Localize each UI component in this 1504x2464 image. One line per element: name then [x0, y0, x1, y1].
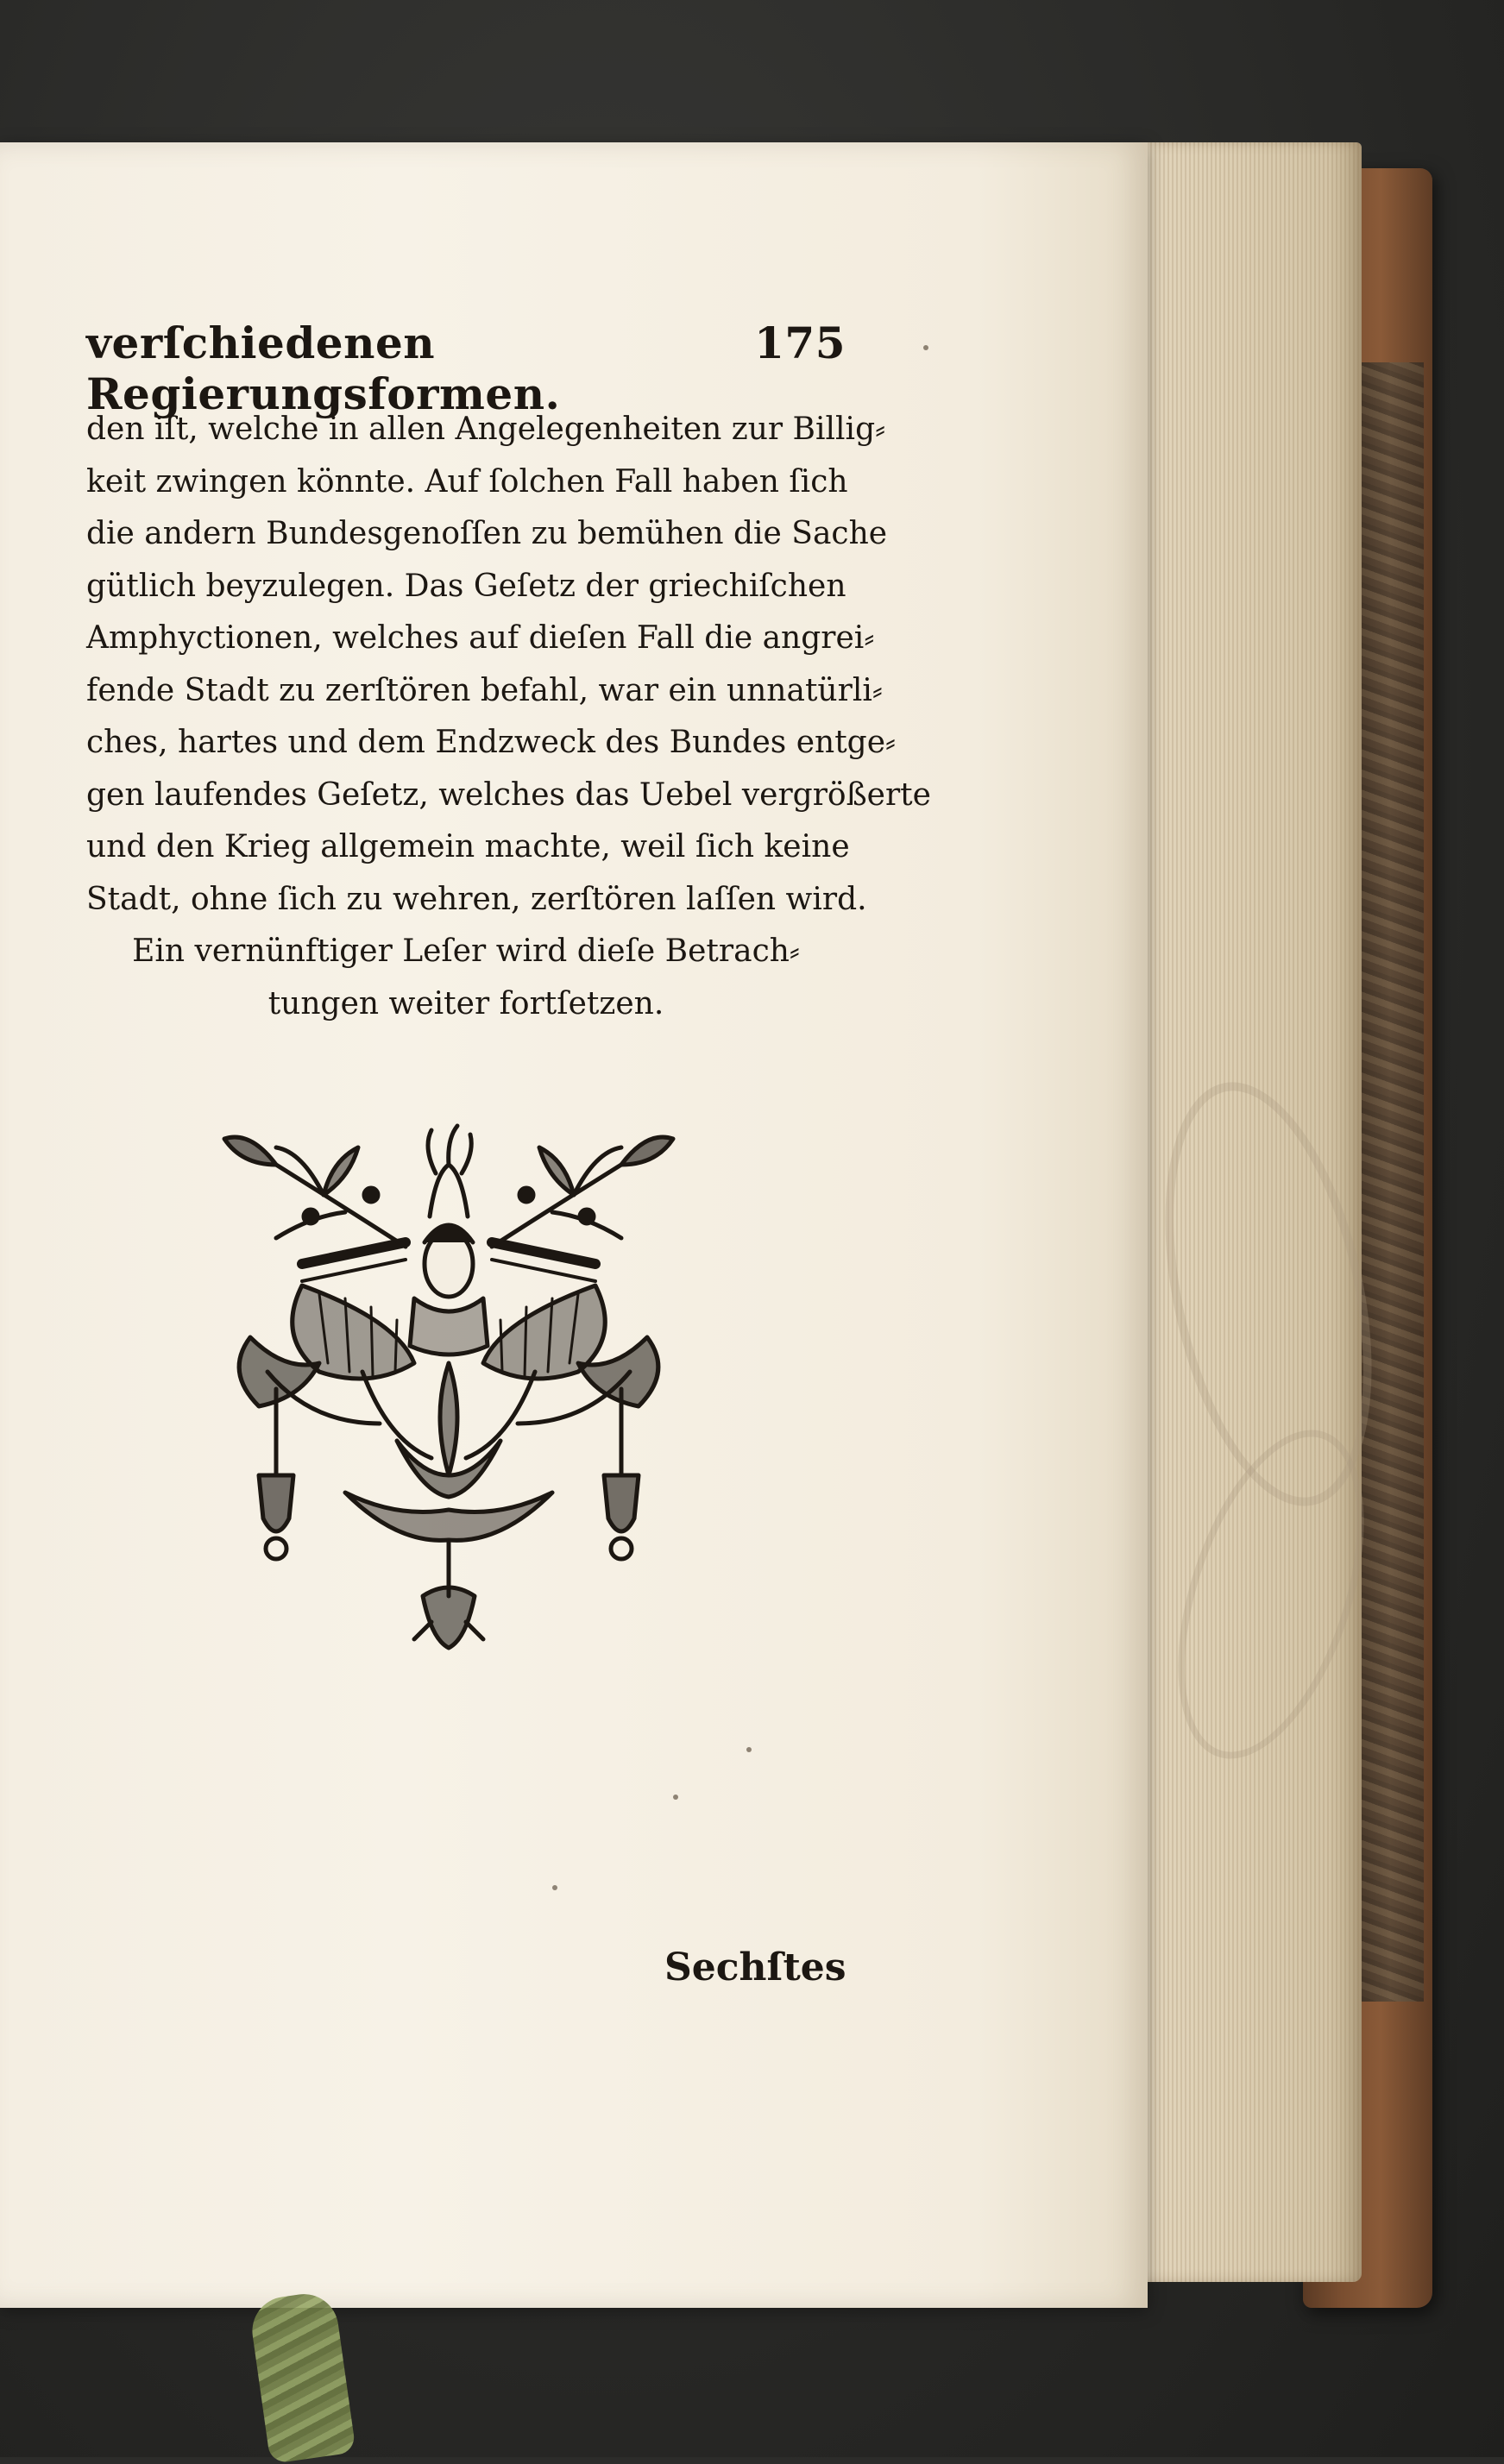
text-line: keit zwingen könnte. Auf ſolchen Fall haben ſich [86, 463, 848, 500]
paper-speck [923, 345, 928, 350]
text-line: tungen weiter fortſetzen. [267, 985, 664, 1021]
paper-speck [673, 1795, 678, 1800]
text-line: fende Stadt zu zerſtören befahl, war ein unnatürli⸗ [86, 672, 883, 708]
vignette-ornament-icon [173, 1113, 725, 1665]
text-line: gütlich beyzulegen. Das Geſetz der griechiſchen [86, 568, 846, 604]
text-line: gen laufendes Geſetz, welches das Uebel vergrößerte [86, 776, 931, 813]
paper-speck [746, 1747, 752, 1752]
text-line: den iſt, welche in allen Angelegenheiten zur Billig⸗ [86, 412, 886, 447]
marbled-cover-board [1355, 362, 1424, 2002]
running-head-title: verſchiedenen Regierungsformen. [86, 317, 561, 419]
text-line: ches, hartes und dem Endzweck des Bundes entge⸗ [86, 725, 897, 760]
text-line: Stadt, ohne ſich zu wehren, zerſtören laſſen wird. [86, 881, 867, 917]
body-text [86, 404, 931, 1030]
paper-speck [552, 1885, 557, 1890]
text-line: Amphyctionen, welches auf dieſen Fall die angrei⸗ [86, 620, 875, 656]
catchword: Sechſtes [664, 1945, 846, 1989]
text-line: Ein vernünftiger Leſer wird dieſe Betrach⸗ [132, 933, 800, 969]
text-line: und den Krieg allgemein machte, weil ſich keine [86, 829, 850, 864]
ribbon-bookmark [248, 2290, 356, 2464]
text-line: die andern Bundesgenoſſen zu bemühen die Sache [86, 516, 888, 551]
page-number: 175 [754, 317, 846, 368]
